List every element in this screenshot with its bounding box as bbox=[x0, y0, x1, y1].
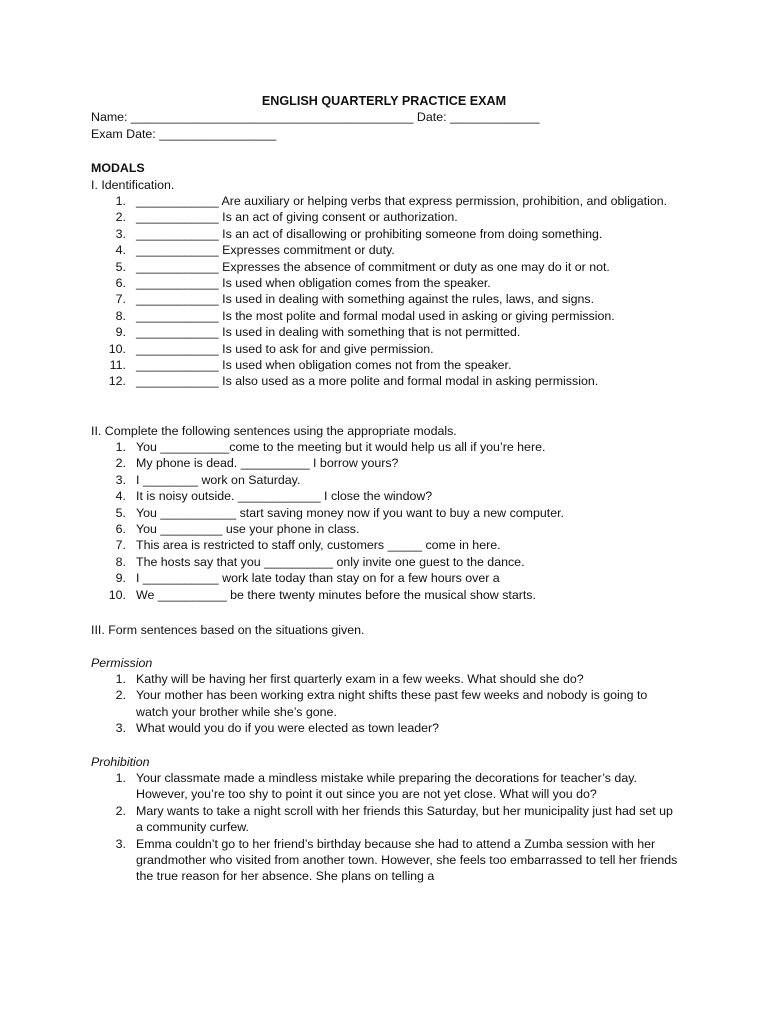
item-text: ____________ Is the most polite and formal modal used in asking or giving permission. bbox=[136, 308, 615, 323]
list-item bbox=[91, 455, 681, 471]
item-number: 5 . bbox=[101, 259, 126, 275]
item-text: You ___________ start saving money now if you want to buy a new computer. bbox=[136, 505, 564, 520]
item-text: Your classmate made a mindless mistake while preparing the decorations for teacher’s day. However, you’re too shy to point it out since you are not yet close. What will you do? bbox=[136, 771, 637, 802]
item-number: 3 . bbox=[101, 472, 126, 488]
item-text: It is noisy outside. ____________ I close the window? bbox=[136, 489, 433, 504]
item-text: ____________ Is used in dealing with something that is not permitted. bbox=[136, 325, 521, 340]
item-number: 2 . bbox=[101, 455, 126, 471]
identification-list bbox=[91, 193, 681, 390]
part3-title: III. Form sentences based on the situations given. bbox=[91, 623, 365, 637]
list-item bbox=[91, 308, 681, 324]
item-text: I ___________ work late today than stay on for a few hours over a bbox=[136, 571, 500, 586]
item-number: 11 . bbox=[101, 357, 126, 373]
item-text: Your mother has been working extra night shifts these past few weeks and nobody is going to watch your brother while she’s gone. bbox=[136, 688, 648, 719]
item-number: 5 . bbox=[101, 505, 126, 521]
item-text: My phone is dead. __________ I borrow yours? bbox=[136, 456, 399, 471]
item-text: ____________ Is used in dealing with something against the rules, laws, and signs. bbox=[136, 292, 595, 307]
item-number: 3 . bbox=[101, 836, 126, 852]
item-text: We __________ be there twenty minutes before the musical show starts. bbox=[136, 587, 536, 602]
prohibition-label: Prohibition bbox=[91, 755, 150, 769]
list-item bbox=[91, 259, 681, 275]
item-number: 1 . bbox=[101, 770, 126, 786]
list-item bbox=[91, 720, 681, 736]
item-text: Emma couldn’t go to her friend’s birthday because she had to attend a Zumba session with her grandmother who visited from another town. However, she feels too embarrassed to tell her friends the true reason for her absence. She plans on telling a bbox=[136, 836, 678, 884]
part1-title: I. Identification. bbox=[91, 178, 175, 192]
item-number: 4 . bbox=[101, 242, 126, 258]
list-item bbox=[91, 770, 681, 803]
exam-title: ENGLISH QUARTERLY PRACTICE EXAM bbox=[261, 94, 507, 108]
list-item bbox=[91, 687, 681, 720]
item-text: Mary wants to take a night scroll with her friends this Saturday, but her municipality just had set up a community curfew. bbox=[136, 803, 673, 835]
list-item bbox=[91, 324, 681, 340]
item-text: What would you do if you were elected as town leader? bbox=[136, 721, 440, 736]
exam-date-line: Exam Date: _________________ bbox=[91, 127, 277, 141]
item-number: 2 . bbox=[101, 209, 126, 225]
name-date-line: Name: _________________________________________ Date: _____________ bbox=[91, 110, 540, 124]
list-item bbox=[91, 537, 681, 553]
list-item bbox=[91, 226, 681, 242]
item-text: I ________ work on Saturday. bbox=[136, 472, 301, 487]
item-text: Kathy will be having her first quarterly exam in a few weeks. What should she do? bbox=[136, 672, 584, 686]
item-number: 10 . bbox=[101, 587, 126, 603]
list-item bbox=[91, 505, 681, 521]
item-number: 3 . bbox=[101, 720, 126, 736]
item-number: 7 . bbox=[101, 537, 126, 553]
section-heading: MODALS bbox=[91, 161, 145, 175]
list-item bbox=[91, 587, 681, 603]
list-item bbox=[91, 836, 681, 885]
list-item bbox=[91, 291, 681, 307]
item-number: 6 . bbox=[101, 521, 126, 537]
item-number: 9 . bbox=[101, 324, 126, 340]
list-item bbox=[91, 357, 681, 373]
list-item bbox=[91, 373, 681, 389]
item-text: ____________ Is an act of disallowing or prohibiting someone from doing something. bbox=[136, 226, 603, 241]
item-text: You _________ use your phone in class. bbox=[136, 522, 360, 537]
item-text: ____________ Expresses commitment or duty. bbox=[136, 243, 395, 258]
item-number: 9 . bbox=[101, 570, 126, 586]
permission-label: Permission bbox=[91, 656, 153, 670]
item-number: 8 . bbox=[101, 308, 126, 324]
item-number: 4 . bbox=[101, 488, 126, 504]
list-item bbox=[91, 671, 681, 687]
item-text: ____________ Is used to ask for and give permission. bbox=[136, 341, 434, 356]
completion-list bbox=[91, 439, 681, 603]
item-text: ____________ Expresses the absence of commitment or duty as one may do it or not. bbox=[136, 259, 610, 274]
item-number: 8 . bbox=[101, 554, 126, 570]
list-item bbox=[91, 803, 681, 836]
item-number: 10 . bbox=[101, 341, 126, 357]
item-number: 1 . bbox=[101, 193, 126, 209]
item-number: 6 . bbox=[101, 275, 126, 291]
item-number: 7 . bbox=[101, 291, 126, 307]
item-text: ____________ Are auxiliary or helping verbs that express permission, prohibition, and obligation. bbox=[136, 194, 668, 208]
item-number: 1 . bbox=[101, 439, 126, 455]
list-item bbox=[91, 209, 681, 225]
prohibition-list bbox=[91, 770, 681, 885]
part2-title: II. Complete the following sentences using the appropriate modals. bbox=[91, 424, 457, 438]
item-text: The hosts say that you __________ only invite one guest to the dance. bbox=[136, 554, 525, 569]
list-item bbox=[91, 521, 681, 537]
list-item bbox=[91, 554, 681, 570]
item-text: ____________ Is an act of giving consent or authorization. bbox=[136, 210, 458, 225]
permission-list bbox=[91, 671, 681, 737]
list-item bbox=[91, 472, 681, 488]
list-item bbox=[91, 488, 681, 504]
list-item bbox=[91, 242, 681, 258]
item-number: 1 . bbox=[101, 671, 126, 687]
item-text: ____________ Is used when obligation comes not from the speaker. bbox=[136, 358, 512, 373]
list-item bbox=[91, 275, 681, 291]
item-text: This area is restricted to staff only, customers _____ come in here. bbox=[136, 538, 501, 553]
item-number: 12 . bbox=[101, 373, 126, 389]
item-text: ____________ Is also used as a more polite and formal modal in asking permission. bbox=[136, 374, 599, 389]
list-item bbox=[91, 439, 681, 455]
item-number: 3 . bbox=[101, 226, 126, 242]
list-item bbox=[91, 341, 681, 357]
item-number: 2 . bbox=[101, 687, 126, 703]
item-text: You __________come to the meeting but it would help us all if you’re here. bbox=[136, 440, 546, 454]
item-text: ____________ Is used when obligation comes from the speaker. bbox=[136, 276, 491, 291]
list-item bbox=[91, 570, 681, 586]
item-number: 2 . bbox=[101, 803, 126, 819]
list-item bbox=[91, 193, 681, 209]
